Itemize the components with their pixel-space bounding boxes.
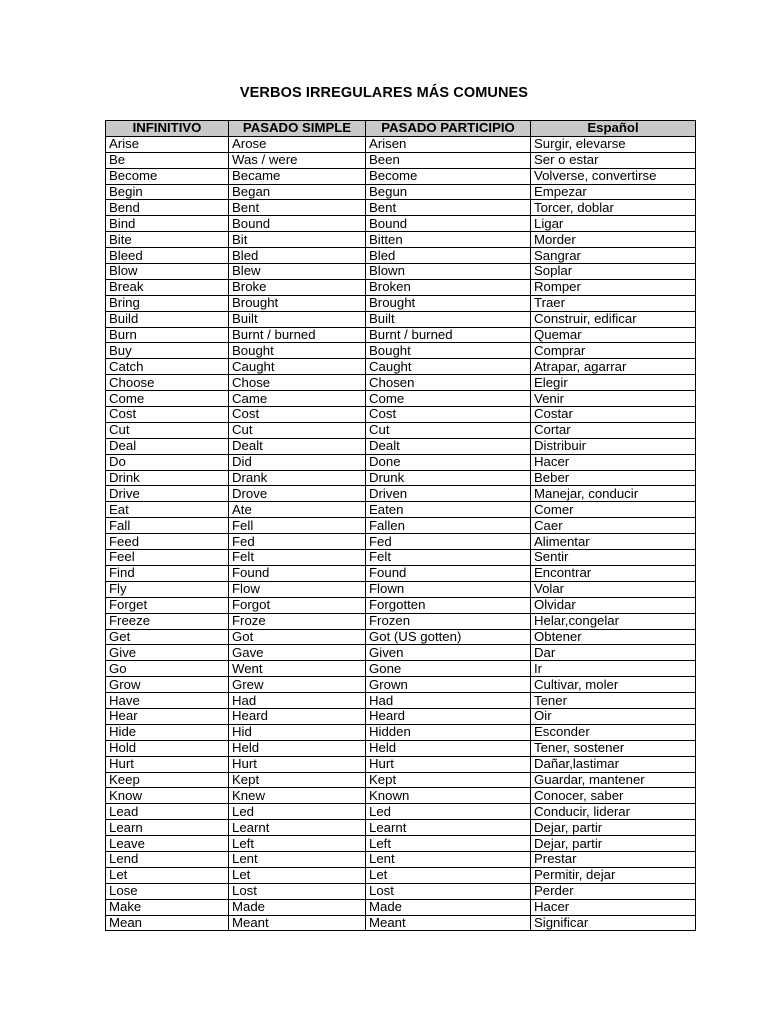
cell-pasado-participio: Held [366,740,531,756]
cell-infinitivo: Bend [106,200,229,216]
cell-infinitivo: Drink [106,470,229,486]
table-row [106,724,696,740]
cell-espanol: Alimentar [531,534,696,550]
table-row [106,422,696,438]
cell-pasado-simple: Blew [229,264,366,280]
table-row [106,629,696,645]
cell-pasado-participio: Meant [366,915,531,931]
cell-pasado-simple: Meant [229,915,366,931]
cell-infinitivo: Do [106,454,229,470]
table-row [106,597,696,613]
cell-pasado-participio: Bought [366,343,531,359]
cell-pasado-simple: Grew [229,677,366,693]
cell-infinitivo: Cost [106,407,229,423]
cell-pasado-simple: Fell [229,518,366,534]
cell-espanol: Cultivar, moler [531,677,696,693]
table-row [106,327,696,343]
cell-infinitivo: Come [106,391,229,407]
cell-pasado-participio: Got (US gotten) [366,629,531,645]
cell-pasado-participio: Caught [366,359,531,375]
cell-pasado-simple: Caught [229,359,366,375]
cell-pasado-participio: Felt [366,550,531,566]
table-row [106,248,696,264]
cell-pasado-simple: Flow [229,581,366,597]
table-row [106,470,696,486]
cell-pasado-participio: Come [366,391,531,407]
cell-infinitivo: Lead [106,804,229,820]
cell-infinitivo: Bite [106,232,229,248]
cell-pasado-participio: Begun [366,184,531,200]
cell-pasado-participio: Found [366,565,531,581]
cell-espanol: Oir [531,708,696,724]
cell-pasado-simple: Did [229,454,366,470]
table-row [106,851,696,867]
cell-pasado-simple: Bit [229,232,366,248]
header-espanol: Español [531,121,696,137]
cell-espanol: Construir, edificar [531,311,696,327]
table-row [106,216,696,232]
table-row [106,295,696,311]
cell-espanol: Significar [531,915,696,931]
cell-infinitivo: Arise [106,136,229,152]
cell-infinitivo: Find [106,565,229,581]
table-row [106,677,696,693]
table-row [106,836,696,852]
table-row [106,693,696,709]
cell-pasado-simple: Learnt [229,820,366,836]
cell-pasado-simple: Chose [229,375,366,391]
table-row [106,820,696,836]
table-row [106,661,696,677]
cell-infinitivo: Buy [106,343,229,359]
cell-pasado-participio: Grown [366,677,531,693]
cell-pasado-participio: Eaten [366,502,531,518]
cell-pasado-participio: Flown [366,581,531,597]
cell-pasado-participio: Lost [366,883,531,899]
cell-infinitivo: Hide [106,724,229,740]
cell-infinitivo: Know [106,788,229,804]
cell-infinitivo: Freeze [106,613,229,629]
cell-pasado-simple: Began [229,184,366,200]
table-row [106,486,696,502]
cell-espanol: Dejar, partir [531,836,696,852]
cell-pasado-participio: Fallen [366,518,531,534]
cell-pasado-participio: Arisen [366,136,531,152]
cell-pasado-simple: Lost [229,883,366,899]
table-row [106,407,696,423]
table-row [106,184,696,200]
cell-pasado-simple: Held [229,740,366,756]
table-row [106,915,696,931]
table-row [106,581,696,597]
table-row [106,152,696,168]
cell-espanol: Prestar [531,851,696,867]
cell-espanol: Hacer [531,454,696,470]
cell-espanol: Distribuir [531,438,696,454]
cell-espanol: Cortar [531,422,696,438]
table-row [106,883,696,899]
cell-pasado-participio: Blown [366,264,531,280]
table-row [106,550,696,566]
cell-espanol: Elegir [531,375,696,391]
table-row [106,756,696,772]
cell-infinitivo: Drive [106,486,229,502]
cell-infinitivo: Have [106,693,229,709]
cell-pasado-simple: Brought [229,295,366,311]
cell-espanol: Sangrar [531,248,696,264]
cell-pasado-simple: Gave [229,645,366,661]
header-pasado-simple: PASADO SIMPLE [229,121,366,137]
cell-pasado-simple: Bought [229,343,366,359]
cell-espanol: Olvidar [531,597,696,613]
cell-infinitivo: Blow [106,264,229,280]
cell-infinitivo: Be [106,152,229,168]
cell-infinitivo: Cut [106,422,229,438]
cell-espanol: Hacer [531,899,696,915]
cell-infinitivo: Hear [106,708,229,724]
cell-infinitivo: Bleed [106,248,229,264]
cell-espanol: Costar [531,407,696,423]
cell-espanol: Dañar,lastimar [531,756,696,772]
cell-espanol: Comprar [531,343,696,359]
cell-espanol: Soplar [531,264,696,280]
cell-pasado-participio: Made [366,899,531,915]
cell-infinitivo: Feed [106,534,229,550]
table-row [106,168,696,184]
cell-pasado-simple: Had [229,693,366,709]
cell-pasado-simple: Knew [229,788,366,804]
cell-infinitivo: Build [106,311,229,327]
cell-pasado-participio: Lent [366,851,531,867]
cell-pasado-participio: Built [366,311,531,327]
cell-pasado-participio: Brought [366,295,531,311]
cell-espanol: Empezar [531,184,696,200]
cell-espanol: Permitir, dejar [531,867,696,883]
cell-infinitivo: Get [106,629,229,645]
table-row [106,565,696,581]
cell-espanol: Helar,congelar [531,613,696,629]
cell-infinitivo: Choose [106,375,229,391]
cell-pasado-participio: Hidden [366,724,531,740]
cell-pasado-simple: Broke [229,279,366,295]
cell-pasado-simple: Was / were [229,152,366,168]
cell-espanol: Traer [531,295,696,311]
cell-pasado-participio: Frozen [366,613,531,629]
cell-espanol: Romper [531,279,696,295]
cell-pasado-participio: Bent [366,200,531,216]
cell-espanol: Atrapar, agarrar [531,359,696,375]
cell-pasado-simple: Dealt [229,438,366,454]
cell-pasado-participio: Known [366,788,531,804]
cell-pasado-participio: Cost [366,407,531,423]
cell-pasado-simple: Found [229,565,366,581]
cell-pasado-participio: Done [366,454,531,470]
cell-pasado-simple: Forgot [229,597,366,613]
cell-infinitivo: Lend [106,851,229,867]
cell-pasado-participio: Been [366,152,531,168]
cell-pasado-participio: Given [366,645,531,661]
cell-infinitivo: Eat [106,502,229,518]
cell-pasado-simple: Went [229,661,366,677]
cell-infinitivo: Deal [106,438,229,454]
cell-espanol: Tener [531,693,696,709]
cell-infinitivo: Learn [106,820,229,836]
cell-pasado-participio: Chosen [366,375,531,391]
cell-espanol: Venir [531,391,696,407]
cell-infinitivo: Bring [106,295,229,311]
cell-espanol: Manejar, conducir [531,486,696,502]
cell-espanol: Ligar [531,216,696,232]
table-row [106,136,696,152]
table-row [106,645,696,661]
cell-infinitivo: Leave [106,836,229,852]
table-row [106,899,696,915]
cell-espanol: Torcer, doblar [531,200,696,216]
table-row [106,391,696,407]
cell-pasado-simple: Bent [229,200,366,216]
cell-infinitivo: Lose [106,883,229,899]
cell-pasado-participio: Bled [366,248,531,264]
cell-espanol: Sentir [531,550,696,566]
cell-espanol: Esconder [531,724,696,740]
cell-infinitivo: Give [106,645,229,661]
cell-infinitivo: Catch [106,359,229,375]
cell-pasado-simple: Heard [229,708,366,724]
cell-pasado-participio: Gone [366,661,531,677]
cell-infinitivo: Let [106,867,229,883]
cell-pasado-simple: Cut [229,422,366,438]
table-row [106,343,696,359]
cell-pasado-simple: Bound [229,216,366,232]
cell-pasado-participio: Led [366,804,531,820]
cell-pasado-participio: Learnt [366,820,531,836]
cell-pasado-simple: Got [229,629,366,645]
cell-pasado-participio: Forgotten [366,597,531,613]
table-row [106,279,696,295]
cell-pasado-participio: Bound [366,216,531,232]
cell-espanol: Conocer, saber [531,788,696,804]
table-row [106,200,696,216]
cell-pasado-simple: Left [229,836,366,852]
cell-pasado-simple: Drank [229,470,366,486]
table-row [106,375,696,391]
cell-pasado-simple: Bled [229,248,366,264]
table-row [106,264,696,280]
cell-infinitivo: Become [106,168,229,184]
cell-pasado-participio: Had [366,693,531,709]
cell-pasado-participio: Heard [366,708,531,724]
cell-espanol: Perder [531,883,696,899]
cell-pasado-participio: Driven [366,486,531,502]
table-row [106,359,696,375]
cell-espanol: Beber [531,470,696,486]
table-row [106,772,696,788]
cell-infinitivo: Fly [106,581,229,597]
cell-pasado-simple: Lent [229,851,366,867]
cell-pasado-participio: Cut [366,422,531,438]
cell-pasado-simple: Ate [229,502,366,518]
page-title: VERBOS IRREGULARES MÁS COMUNES [239,85,529,101]
cell-espanol: Caer [531,518,696,534]
cell-espanol: Volverse, convertirse [531,168,696,184]
cell-espanol: Quemar [531,327,696,343]
header-infinitivo: INFINITIVO [106,121,229,137]
table-row [106,232,696,248]
header-pasado-participio: PASADO PARTICIPIO [366,121,531,137]
cell-pasado-participio: Left [366,836,531,852]
cell-infinitivo: Bind [106,216,229,232]
table-row [106,534,696,550]
cell-pasado-participio: Burnt / burned [366,327,531,343]
cell-pasado-participio: Become [366,168,531,184]
cell-pasado-simple: Burnt / burned [229,327,366,343]
cell-pasado-simple: Became [229,168,366,184]
cell-pasado-simple: Hurt [229,756,366,772]
cell-pasado-simple: Made [229,899,366,915]
cell-infinitivo: Feel [106,550,229,566]
cell-infinitivo: Grow [106,677,229,693]
cell-espanol: Volar [531,581,696,597]
cell-espanol: Ser o estar [531,152,696,168]
cell-infinitivo: Forget [106,597,229,613]
cell-pasado-participio: Broken [366,279,531,295]
cell-espanol: Morder [531,232,696,248]
cell-pasado-participio: Dealt [366,438,531,454]
cell-infinitivo: Hurt [106,756,229,772]
cell-pasado-participio: Bitten [366,232,531,248]
cell-pasado-participio: Fed [366,534,531,550]
table-row [106,788,696,804]
cell-espanol: Encontrar [531,565,696,581]
cell-infinitivo: Mean [106,915,229,931]
cell-pasado-simple: Came [229,391,366,407]
cell-pasado-simple: Cost [229,407,366,423]
cell-infinitivo: Keep [106,772,229,788]
cell-espanol: Obtener [531,629,696,645]
irregular-verbs-table [105,120,696,931]
table-row [106,438,696,454]
cell-espanol: Comer [531,502,696,518]
cell-espanol: Tener, sostener [531,740,696,756]
cell-pasado-participio: Drunk [366,470,531,486]
cell-pasado-simple: Let [229,867,366,883]
table-row [106,740,696,756]
table-row [106,708,696,724]
cell-infinitivo: Break [106,279,229,295]
table-row [106,804,696,820]
table-row [106,518,696,534]
cell-pasado-simple: Felt [229,550,366,566]
cell-infinitivo: Make [106,899,229,915]
cell-infinitivo: Burn [106,327,229,343]
cell-espanol: Conducir, liderar [531,804,696,820]
table-row [106,613,696,629]
cell-infinitivo: Hold [106,740,229,756]
cell-infinitivo: Fall [106,518,229,534]
cell-pasado-simple: Built [229,311,366,327]
table-row [106,311,696,327]
table-row [106,454,696,470]
cell-pasado-participio: Hurt [366,756,531,772]
table-row [106,867,696,883]
cell-infinitivo: Begin [106,184,229,200]
cell-espanol: Ir [531,661,696,677]
table-row [106,502,696,518]
cell-pasado-simple: Hid [229,724,366,740]
cell-espanol: Guardar, mantener [531,772,696,788]
cell-espanol: Dejar, partir [531,820,696,836]
cell-espanol: Surgir, elevarse [531,136,696,152]
cell-pasado-simple: Froze [229,613,366,629]
cell-pasado-simple: Arose [229,136,366,152]
cell-pasado-participio: Let [366,867,531,883]
cell-espanol: Dar [531,645,696,661]
cell-pasado-simple: Kept [229,772,366,788]
cell-pasado-simple: Fed [229,534,366,550]
cell-pasado-simple: Led [229,804,366,820]
cell-pasado-participio: Kept [366,772,531,788]
table-header-row [106,121,696,137]
cell-infinitivo: Go [106,661,229,677]
cell-pasado-simple: Drove [229,486,366,502]
table-body [106,136,696,931]
